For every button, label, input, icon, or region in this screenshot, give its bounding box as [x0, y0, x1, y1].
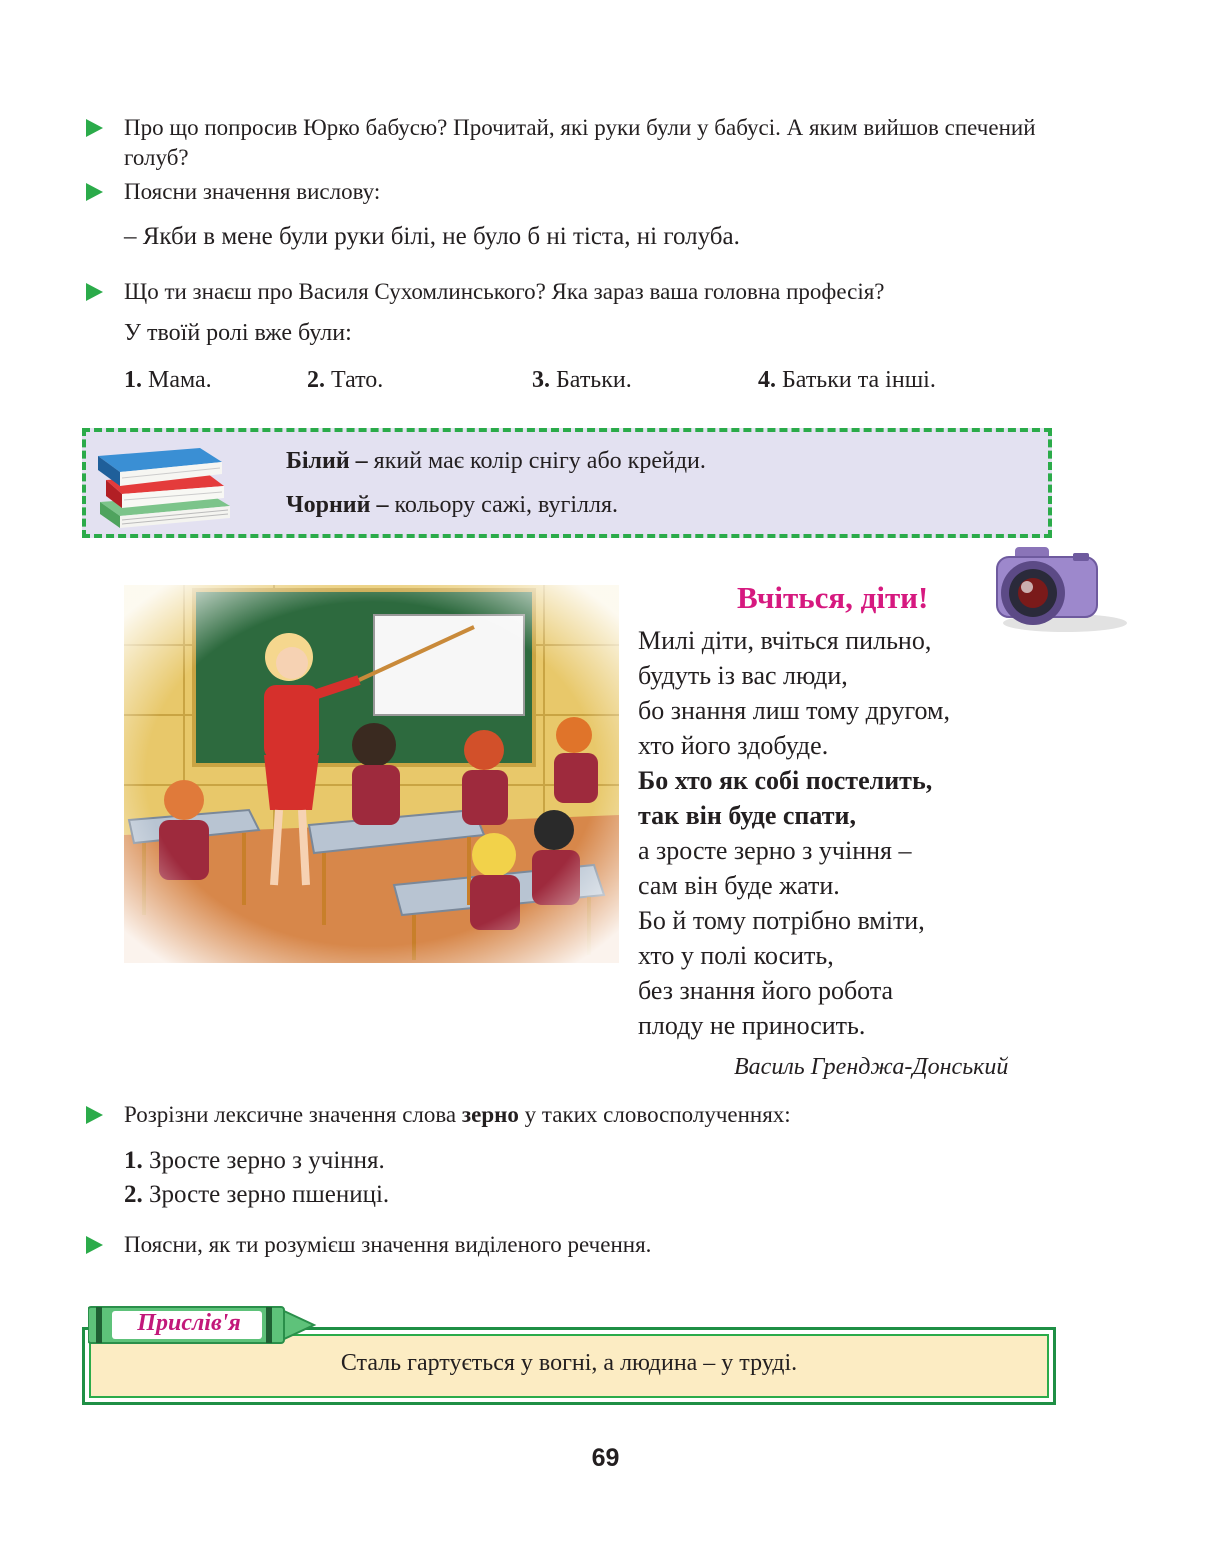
poem-line: а зросте зерно з учіння –	[638, 836, 912, 865]
bullet-arrow-icon	[86, 119, 103, 137]
page-number: 69	[591, 1444, 620, 1472]
role-item	[307, 365, 383, 395]
poem-line-highlighted: Бо хто як собі постелить,	[638, 766, 933, 795]
camera-icon	[985, 543, 1130, 635]
question-4-part: у таких словосполученнях:	[518, 1102, 791, 1127]
roles-intro: У твоїй ролі вже були:	[124, 320, 352, 346]
bullet-arrow-icon	[86, 1236, 103, 1254]
poem-line: бо знання лиш тому другом,	[638, 696, 950, 725]
role-number: 4.	[758, 367, 776, 393]
dictionary-definition: який має колір снігу або крейди.	[373, 448, 706, 474]
poem-line: хто у полі косить,	[638, 941, 834, 970]
role-item	[758, 365, 936, 395]
dictionary-entry	[286, 490, 618, 520]
question-2	[86, 177, 1066, 207]
role-number: 1.	[124, 367, 142, 393]
proverb-text: Сталь гартується у вогні, а людина – у труді.	[340, 1350, 798, 1376]
role-item	[532, 365, 632, 395]
poem-line: сам він буде жати.	[638, 871, 840, 900]
books-icon	[90, 440, 240, 532]
quote-line: – Якби в мене були руки білі, не було б ні тіста, ні голуба.	[124, 223, 740, 250]
poem-line: без знання його робота	[638, 976, 894, 1005]
poem-author: Василь Гренджа-Донський	[734, 1054, 1009, 1080]
question-4-text	[124, 1100, 1066, 1130]
question-3-text: Що ти знаєш про Василя Сухомлинського? Яка зараз ваша головна професія?	[124, 279, 885, 304]
poem-line: будуть із вас люди,	[638, 661, 848, 690]
phrase-item	[124, 1146, 385, 1176]
poem-text	[638, 623, 950, 1043]
role-text: Батьки.	[556, 367, 632, 393]
question-5-text: Поясни, як ти розумієш значення виділеного речення.	[124, 1232, 652, 1257]
dictionary-term: Чорний –	[286, 492, 389, 518]
phrase-number: 2.	[124, 1181, 143, 1208]
bullet-arrow-icon	[86, 283, 103, 301]
bullet-arrow-icon	[86, 1106, 103, 1124]
dictionary-term: Білий –	[286, 448, 368, 474]
role-text: Тато.	[331, 367, 384, 393]
poem-title: Вчіться, діти!	[737, 580, 929, 615]
role-item	[124, 365, 212, 395]
role-text: Батьки та інші.	[782, 367, 936, 393]
dictionary-entry	[286, 446, 706, 476]
role-number: 2.	[307, 367, 325, 393]
poem-line: хто його здобуде.	[638, 731, 829, 760]
poem-line: Милі діти, вчіться пильно,	[638, 626, 932, 655]
role-number: 3.	[532, 367, 550, 393]
dictionary-definition: кольору сажі, вугілля.	[394, 492, 619, 518]
phrase-text: Зросте зерно з учіння.	[149, 1147, 385, 1174]
question-3	[86, 277, 1066, 307]
poem-line: Бо й тому потрібно вміти,	[638, 906, 925, 935]
role-text: Мама.	[148, 367, 212, 393]
phrase-item	[124, 1180, 389, 1210]
proverb-label: Прислів'я	[137, 1310, 241, 1336]
question-2-text: Поясни значення вислову:	[124, 179, 381, 204]
question-1	[86, 113, 1066, 173]
question-4	[86, 1100, 1066, 1130]
question-5	[86, 1230, 1066, 1260]
question-1-text: Про що попросив Юрко бабусю? Прочитай, які руки були у бабусі. А яким вийшов спечений голуб?	[124, 115, 1036, 170]
poem-line-highlighted: так він буде спати,	[638, 801, 856, 830]
dictionary-box	[82, 428, 1052, 538]
question-4-keyword: зерно	[461, 1102, 519, 1127]
phrase-text: Зросте зерно пшениці.	[149, 1181, 390, 1208]
classroom-illustration	[124, 585, 619, 963]
phrase-number: 1.	[124, 1147, 143, 1174]
question-4-part: Розрізни лексичне значення слова	[124, 1102, 462, 1127]
bullet-arrow-icon	[86, 183, 103, 201]
poem-line: плоду не приносить.	[638, 1011, 866, 1040]
